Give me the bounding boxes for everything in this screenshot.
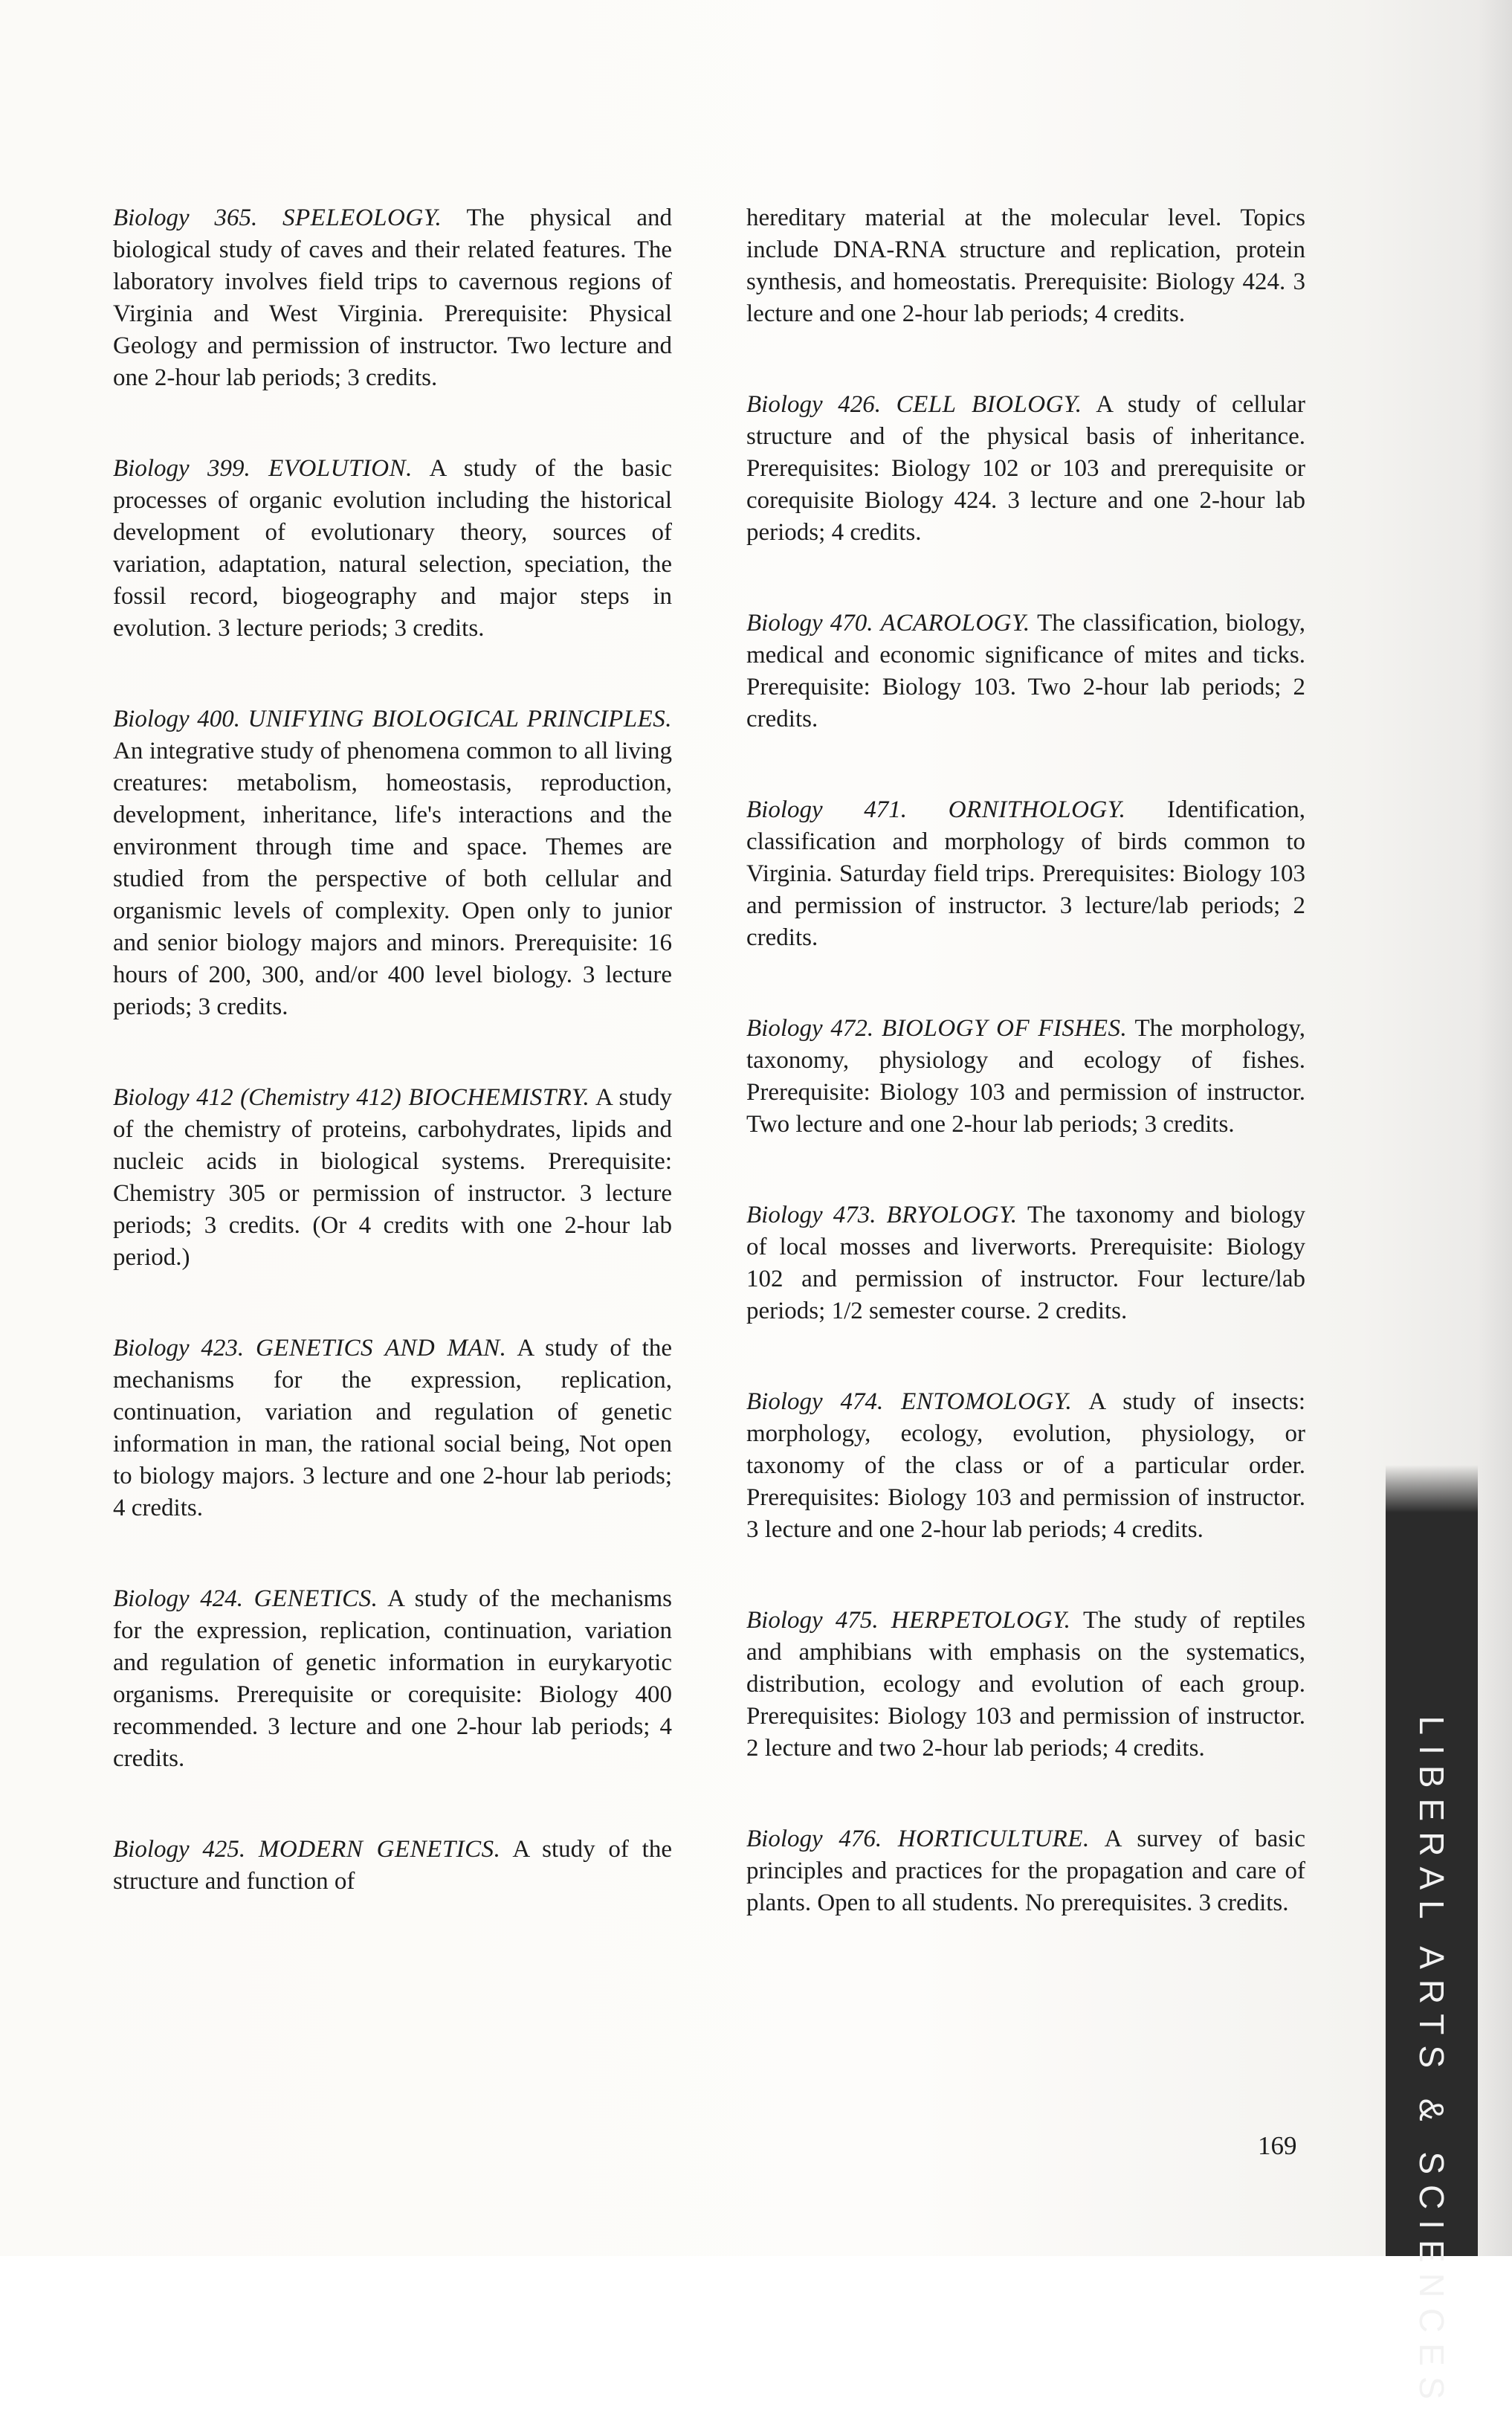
page-edge-shadow [1478,0,1512,2256]
course-title: HERPETOLOGY. [891,1607,1071,1634]
course-number: Biology 424. [113,1585,243,1612]
course-entry [113,202,672,394]
course-description: Identification, classification and morphology of birds common to Virginia. Saturday field trips. Prerequisites: Biology 103 and permission of instructor. 3 lecture/lab periods; 2 credits. [746,796,1305,951]
course-title: CELL BIOLOGY. [896,391,1082,418]
course-title: GENETICS. [253,1585,378,1612]
course-title: UNIFYING BIOLOGICAL PRINCIPLES. [248,706,672,732]
course-title: ENTOMOLOGY. [901,1388,1073,1415]
course-entry [746,389,1305,549]
course-title: BIOCHEMISTRY. [408,1084,590,1111]
course-number: Biology 470. [746,610,873,637]
course-number: Biology 474. [746,1388,884,1415]
course-title: ORNITHOLOGY. [948,796,1126,823]
course-number: Biology 400. [113,706,240,732]
course-entry [113,1082,672,1274]
course-description: A study of the mechanisms for the expression, replication, continuation, variation and regulation of genetic information in eurykaryotic organisms. Prerequisite or corequisite: Biology 400 recommended. 3 lecture and one 2-hour lab periods; 4 credits. [113,1585,672,1772]
course-description: The study of reptiles and amphibians with emphasis on the systematics, distribution, ecology and evolution of each group. Prerequisites: Biology 103 and permission of instructor. 2 lecture and two 2-hour lab periods; 4 credits. [746,1607,1305,1762]
course-number: Biology 476. [746,1826,882,1852]
course-title: GENETICS AND MAN. [255,1335,507,1362]
course-number: Biology 473. [746,1202,876,1228]
course-description: hereditary material at the molecular level. Topics include DNA-RNA structure and replication, protein synthesis, and homeostatis. Prerequisite: Biology 424. 3 lecture and one 2-hour lab periods; 4 credits. [746,204,1305,327]
course-entry [746,1386,1305,1546]
course-description: The taxonomy and biology of local mosses and liverworts. Prerequisite: Biology 102 and permission of instructor. Four lecture/lab periods; 1/2 semester course. 2 credits. [746,1202,1306,1324]
course-title: SPELEOLOGY. [282,204,442,231]
course-number: Biology 472. [746,1015,874,1042]
course-entry [113,453,672,645]
course-title: BRYOLOGY. [886,1202,1018,1228]
course-description: A study of the mechanisms for the expression, replication, continuation, variation and regulation of genetic information in man, the rational social being, Not open to biology majors. 3 lecture and one 2-hour lab periods; 4 credits. [113,1335,672,1521]
course-number: Biology 425. [113,1836,246,1863]
course-entry [746,1013,1305,1141]
course-description: A study of the structure and function of [113,1836,673,1895]
left-column [113,202,672,1956]
course-title: ACAROLOGY. [880,610,1030,637]
course-entry [113,1333,672,1524]
course-entry [113,1834,672,1898]
right-column [746,202,1305,1978]
course-entry [746,1199,1305,1327]
course-number: Biology 426. [746,391,881,418]
course-title: EVOLUTION. [268,455,413,482]
course-description: The classification, biology, medical and economic significance of mites and ticks. Prerequisite: Biology 103. Two 2-hour lab periods; 2 credits. [746,610,1305,732]
course-description: A study of the chemistry of proteins, carbohydrates, lipids and nucleic acids in biological systems. Prerequisite: Chemistry 305 or permission of instructor. 3 lecture periods; 3 credits. (Or 4 credits with one 2-hour lab period.) [113,1084,672,1271]
page-number: 169 [1258,2131,1297,2160]
section-tab-label: LIBERAL ARTS & SCIENCES [1412,1715,1451,2410]
course-number: Biology 471. [746,796,908,823]
course-description: An integrative study of phenomena common to all living creatures: metabolism, homeostasis, reproduction, development, inheritance, life's interactions and the environment through time and space. Themes are studied from the perspective of both cellular and organismic levels of complexity. Open only to junior and senior biology majors and minors. Prerequisite: 16 hours of 200, 300, and/or 400 level biology. 3 lecture periods; 3 credits. [113,738,672,1020]
course-number: Biology 365. [113,204,258,231]
course-number: Biology 423. [113,1335,245,1362]
course-title: MODERN GENETICS. [258,1836,501,1863]
course-number: Biology 399. [113,455,251,482]
course-description: A survey of basic principles and practices for the propagation and care of plants. Open to all students. No prerequisites. 3 credits. [746,1826,1305,1916]
course-number: Biology 475. [746,1607,879,1634]
course-entry-continued [746,202,1305,330]
section-tab [1386,1512,1478,2410]
course-description: A study of insects: morphology, ecology, evolution, physiology, or taxonomy of the class or of a particular order. Prerequisites: Biology 103 and permission of instructor. 3 lecture and one 2-hour lab periods; 4 credits. [746,1388,1305,1543]
course-title: HORTICULTURE. [897,1826,1090,1852]
course-title: BIOLOGY OF FISHES. [881,1015,1128,1042]
course-entry [746,1823,1305,1919]
course-description: A study of cellular structure and of the physical basis of inheritance. Prerequisites: Biology 102 or 103 and prerequisite or corequisite Biology 424. 3 lecture and one 2-hour lab periods; 4 credits. [746,391,1305,546]
course-entry [113,703,672,1023]
course-entry [113,1583,672,1775]
course-description: A study of the basic processes of organic evolution including the historical development of evolutionary theory, sources of variation, adaptation, natural selection, speciation, the fossil record, biogeography and major steps in evolution. 3 lecture periods; 3 credits. [113,455,672,642]
course-entry [746,794,1305,954]
course-description: The physical and biological study of caves and their related features. The laboratory involves field trips to cavernous regions of Virginia and West Virginia. Prerequisite: Physical Geology and permission of instructor. Two lecture and one 2-hour lab periods; 3 credits. [113,204,673,391]
course-entry [746,608,1305,735]
course-description: The morphology, taxonomy, physiology and ecology of fishes. Prerequisite: Biology 103 and permission of instructor. Two lecture and one 2-hour lab periods; 3 credits. [746,1015,1306,1138]
course-number: Biology 412 (Chemistry 412) [113,1084,401,1111]
course-entry [746,1605,1305,1765]
